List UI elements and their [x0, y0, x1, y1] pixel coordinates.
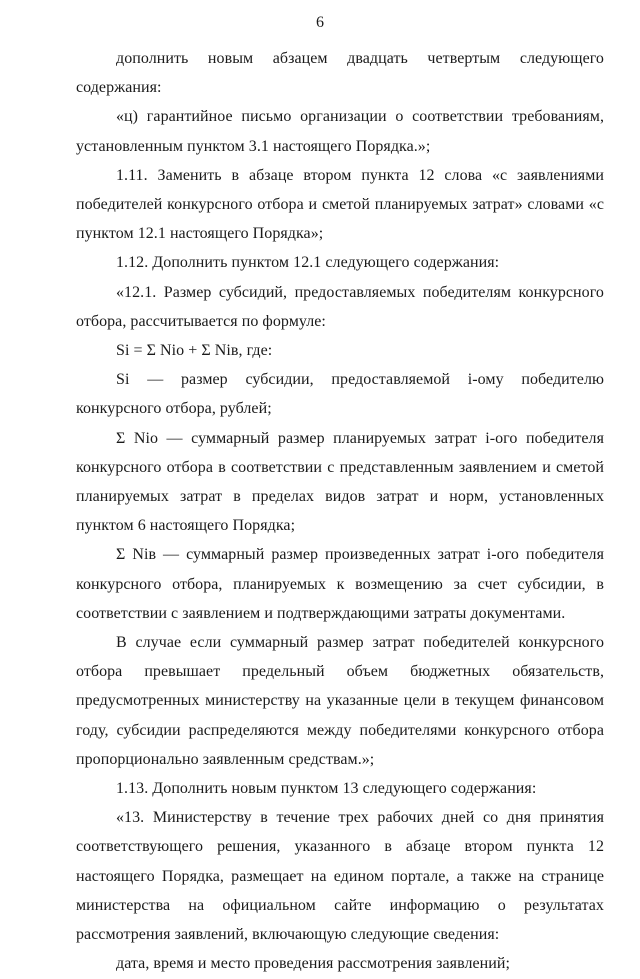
paragraph-12-1: «12.1. Размер субсидий, предоставляемых победителям конкурсного отбора, рассчитывается по формуле:: [76, 283, 604, 330]
paragraph-date-time-place: дата, время и место проведения рассмотрения заявлений;: [116, 955, 511, 973]
paragraph-add-abzac: дополнить новым абзацем двадцать четвертым следующего содержания:: [76, 50, 604, 97]
paragraph-niv-definition: Σ Niв — суммарный размер произведенных затрат i-ого победителя конкурсного отбора, планируемых к возмещению за счет субсидии, в соответствии с заявлением и подтверждающими затраты документами.: [76, 546, 604, 622]
paragraph-proportional-distribution: В случае если суммарный размер затрат победителей конкурсного отбора превышает предельный объем бюджетных обязательств, предусмотренных министерству на указанные цели в текущем финансовом году, субсидии распределяются между победителями конкурсного отбора пропорционально заявленным средствам.»;: [76, 634, 604, 768]
paragraph-1-11: 1.11. Заменить в абзаце втором пункта 12 слова «с заявлениями победителей конкурсного отбора и сметой планируемых затрат» словами «с пунктом 12.1 настоящего Порядка»;: [76, 166, 604, 243]
document-body: [76, 44, 604, 979]
paragraph-13: «13. Министерству в течение трех рабочих дней со дня принятия соответствующего решения, указанного в абзаце втором пункта 12 настоящего Порядка, размещает на едином портале, а также на странице министерства на официальном сайте информацию о результатах рассмотрения заявлений, включающую следующие сведения:: [76, 809, 604, 944]
paragraph-guarantee-letter: «ц) гарантийное письмо организации о соответствии требованиям, установленным пунктом 3.1 настоящего Порядка.»;: [76, 108, 604, 155]
paragraph-formula: Si = Σ Nio + Σ Niв, где:: [116, 342, 273, 360]
paragraph-1-12: 1.12. Дополнить пунктом 12.1 следующего содержания:: [116, 254, 500, 272]
paragraph-si-definition: Si — размер субсидии, предоставляемой i-ому победителю конкурсного отбора, рублей;: [76, 371, 604, 418]
paragraph-1-13: 1.13. Дополнить новым пунктом 13 следующего содержания:: [116, 780, 537, 798]
page-number: 6: [316, 14, 324, 31]
paragraph-nio-definition: Σ Nio — суммарный размер планируемых затрат i-ого победителя конкурсного отбора в соответствии с представленным заявлением и сметой планируемых затрат в пределах видов затрат и норм, установленных пунктом 6 настоящего Порядка;: [76, 429, 604, 535]
